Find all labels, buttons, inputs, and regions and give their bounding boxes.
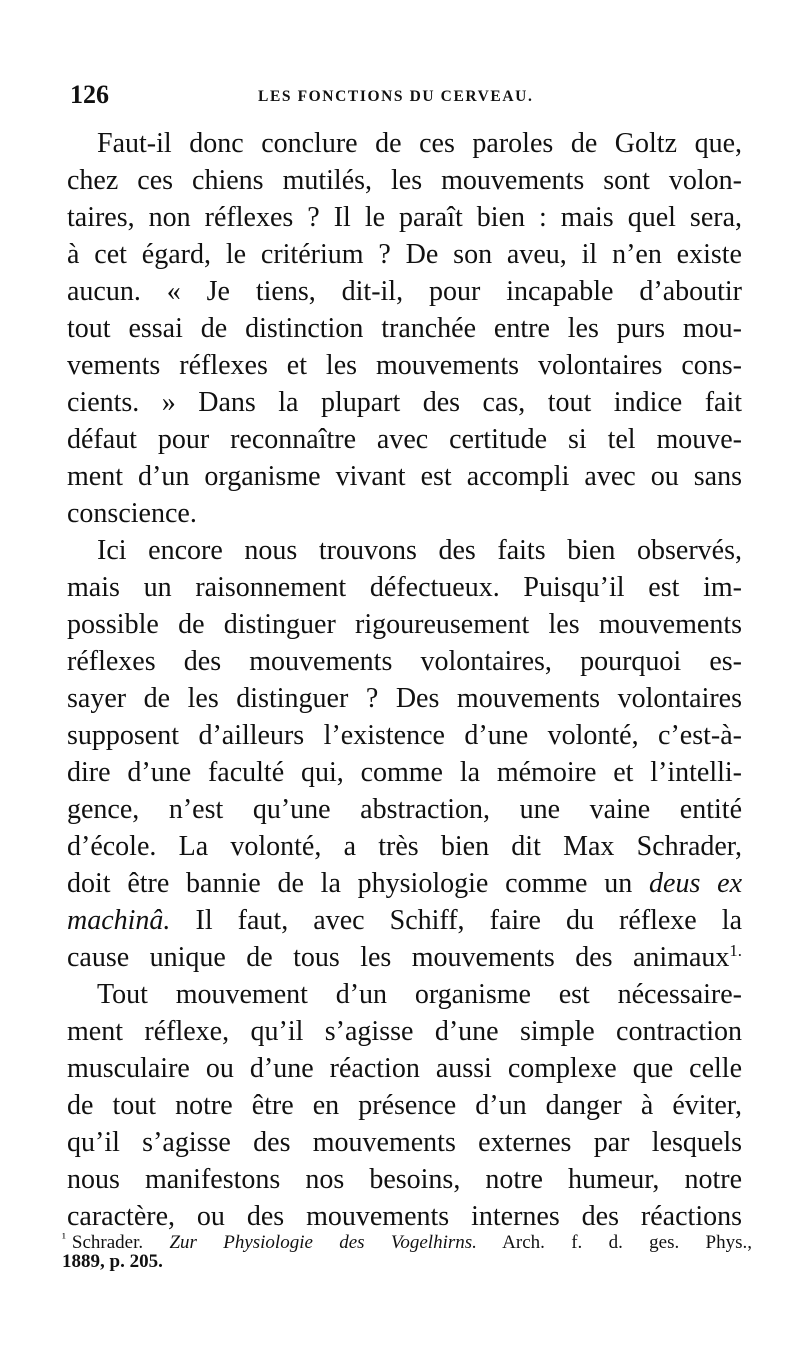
text-line: à cet égard, le critérium ? De son aveu, il n’en existe: [67, 239, 742, 270]
footnote-year: 1889, p. 205.: [62, 1251, 163, 1272]
footnote-ref: 1.: [729, 941, 742, 960]
text-line: mais un raisonnement défectueux. Puisqu’il est im-: [67, 572, 742, 603]
footnote-title: Zur Physiologie des Vogelhirns.: [169, 1232, 477, 1253]
page-header: [0, 80, 800, 120]
text-line: réflexes des mouvements volontaires, pourquoi es-: [67, 646, 742, 677]
text-line: [67, 903, 742, 939]
text-line: d’école. La volonté, a très bien dit Max Schrader,: [67, 831, 742, 862]
text-line: Ici encore nous trouvons des faits bien observés,: [97, 535, 742, 566]
text-line: ment d’un organisme vivant est accompli avec ou sans: [67, 461, 742, 492]
text-line: dire d’une faculté qui, comme la mémoire et l’intelli-: [67, 757, 742, 788]
text-span: Il faut, avec Schiff, faire du réflexe la: [195, 905, 743, 936]
text-line: Tout mouvement d’un organisme est nécessaire-: [97, 979, 742, 1010]
text-line: qu’il s’agisse des mouvements externes par lesquels: [67, 1127, 742, 1158]
text-line: [67, 940, 742, 976]
text-line: Faut-il donc conclure de ces paroles de Goltz que,: [97, 128, 742, 159]
text-line: [67, 866, 742, 902]
text-line: tout essai de distinction tranchée entre les purs mou-: [67, 313, 742, 344]
footnote-marker: ¹: [62, 1230, 66, 1245]
page-number: 126: [70, 80, 109, 109]
text-line: conscience.: [67, 498, 197, 529]
text-span: cause unique de tous les mouvements des animaux: [67, 942, 730, 973]
text-line: de tout notre être en présence d’un danger à éviter,: [67, 1090, 742, 1121]
italic-phrase: machinâ.: [67, 905, 171, 936]
text-line: supposent d’ailleurs l’existence d’une volonté, c’est-à-: [67, 720, 742, 751]
text-line: taires, non réflexes ? Il le paraît bien : mais quel sera,: [67, 202, 742, 233]
text-span: doit être bannie de la physiologie comme un: [67, 868, 633, 899]
text-line: gence, n’est qu’une abstraction, une vaine entité: [67, 794, 742, 825]
text-line: vements réflexes et les mouvements volontaires cons-: [67, 350, 742, 381]
text-line: ment réflexe, qu’il s’agisse d’une simple contraction: [67, 1016, 742, 1047]
running-title: LES FONCTIONS DU CERVEAU.: [258, 88, 534, 105]
text-line: aucun. « Je tiens, dit-il, pour incapable d’aboutir: [67, 276, 742, 307]
text-line: défaut pour reconnaître avec certitude si tel mouve-: [67, 424, 742, 455]
footnote-author: Schrader.: [71, 1232, 144, 1253]
text-line: cients. » Dans la plupart des cas, tout indice fait: [67, 387, 742, 418]
text-line: sayer de les distinguer ? Des mouvements volontaires: [67, 683, 742, 714]
text-line: chez ces chiens mutilés, les mouvements sont volon-: [67, 165, 742, 196]
italic-phrase: deus ex: [649, 868, 742, 899]
text-line: musculaire ou d’une réaction aussi complexe que celle: [67, 1053, 742, 1084]
text-line: possible de distinguer rigoureusement les mouvements: [67, 609, 742, 640]
footnote-source: Arch. f. d. ges. Phys.,: [502, 1232, 752, 1253]
text-line: nous manifestons nos besoins, notre humeur, notre: [67, 1164, 742, 1195]
text-line: caractère, ou des mouvements internes des réactions: [67, 1201, 742, 1232]
